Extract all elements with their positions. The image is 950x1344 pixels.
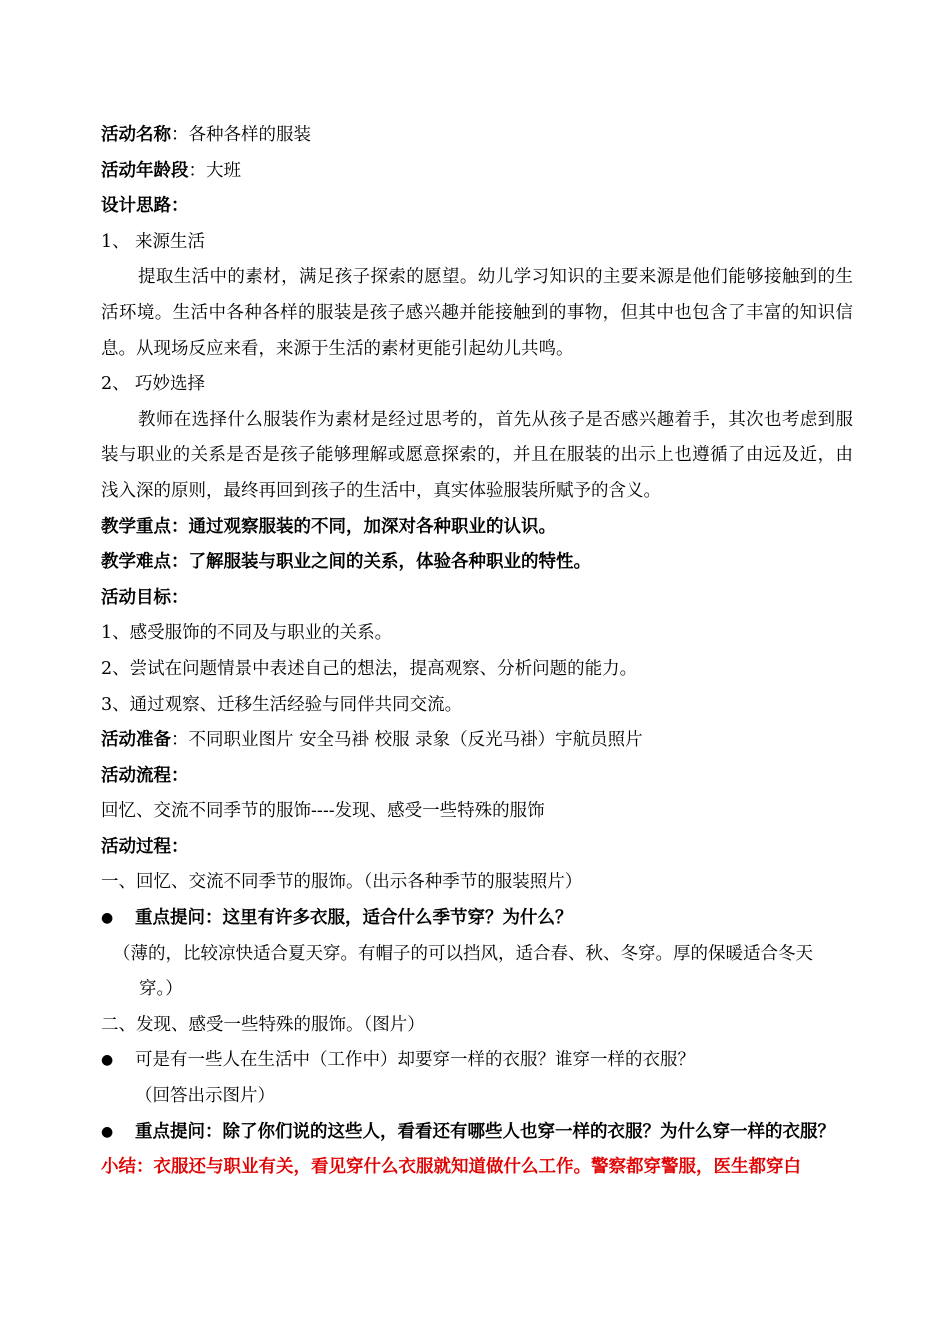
activity-name-label: 活动名称: [101, 125, 171, 145]
bullet-icon: ●: [101, 910, 114, 927]
process-heading: 活动过程：: [101, 836, 189, 857]
design-point-2-title: [101, 367, 853, 403]
summary-text: 小结：衣服还与职业有关，看见穿什么衣服就知道做什么工作。警察都穿警服，医生都穿白: [101, 1157, 801, 1178]
key-question-1: [101, 901, 853, 937]
goal-item: 3、通过观察、迁移生活经验与同伴共同交流。: [101, 694, 463, 715]
prep-value: ：不同职业图片 安全马褂 校服 录象（反光马褂）宇航员照片: [171, 730, 643, 751]
key-question-3-text: 重点提问：除了你们说的这些人，看看还有哪些人也穿一样的衣服？为什么穿一样的衣服？: [135, 1121, 835, 1142]
document-page: [101, 118, 853, 1186]
prep-line: [101, 723, 853, 759]
design-point-2-paragraph: 教师在选择什么服装作为素材是经过思考的，首先从孩子是否感兴趣着手，其次也考虑到服装与职业的关系是否是孩子能够理解或愿意探索的，并且在服装的出示上也遵循了由远及近，由浅入深的原则，最终再回到孩子的生活中，真实体验服装所赋予的含义。: [101, 409, 853, 501]
design-point-2-num: 2、: [101, 374, 130, 395]
flow-heading: 活动流程：: [101, 765, 189, 786]
question-2-text: 可是有一些人在生活中（工作中）却要穿一样的衣服？谁穿一样的衣服？: [135, 1050, 695, 1071]
goal-item: 1、感受服饰的不同及与职业的关系。: [101, 623, 393, 644]
design-point-1-title-text: 来源生活: [135, 231, 205, 252]
design-point-1-paragraph: 提取生活中的素材，满足孩子探索的愿望。幼儿学习知识的主要来源是他们能够接触到的生活环境。生活中各种各样的服装是孩子感兴趣并能接触到的事物，但其中也包含了丰富的知识信息。从现场反应来看，来源于生活的素材更能引起幼儿共鸣。: [101, 267, 853, 359]
bullet-icon: ●: [101, 1123, 114, 1140]
design-heading: 设计思路：: [101, 196, 189, 217]
design-point-2-title-text: 巧妙选择: [135, 374, 205, 395]
age-group-line: [101, 154, 853, 190]
answer-1-line-2: 穿。）: [139, 979, 183, 1000]
goal-item: 2、尝试在问题情景中表述自己的想法，提高观察、分析问题的能力。: [101, 658, 638, 679]
flow-text: 回忆、交流不同季节的服饰----发现、感受一些特殊的服饰: [101, 801, 545, 822]
answer-1: [101, 937, 853, 1008]
difficult-point: 教学难点：了解服装与职业之间的关系，体验各种职业的特性。: [101, 552, 591, 573]
bullet-icon: ●: [101, 1052, 114, 1069]
question-2: [101, 1043, 853, 1079]
design-point-1-title: [101, 225, 853, 261]
activity-name-value: ：各种各样的服装: [171, 125, 311, 145]
key-question-1-text: 重点提问：这里有许多衣服，适合什么季节穿？为什么？: [135, 908, 573, 929]
age-group-label: 活动年龄段: [101, 160, 189, 181]
key-point: 教学重点：通过观察服装的不同，加深对各种职业的认识。: [101, 516, 556, 537]
process-step-2: 二、发现、感受一些特殊的服饰。（图片）: [101, 1014, 425, 1035]
goals-heading: 活动目标：: [101, 587, 189, 608]
age-group-value: ：大班: [188, 160, 241, 181]
prep-label: 活动准备: [101, 730, 171, 751]
activity-name-line: [101, 118, 853, 154]
process-step-1: 一、回忆、交流不同季节的服饰。（出示各种季节的服装照片）: [101, 872, 583, 893]
key-question-3: [101, 1115, 853, 1151]
design-point-1-num: 1、: [101, 231, 130, 252]
answer-2: （回答出示图片）: [135, 1086, 275, 1107]
answer-1-line-1: （薄的，比较凉快适合夏天穿。有帽子的可以挡风，适合春、秋、冬穿。厚的保暖适合冬天: [113, 943, 813, 964]
